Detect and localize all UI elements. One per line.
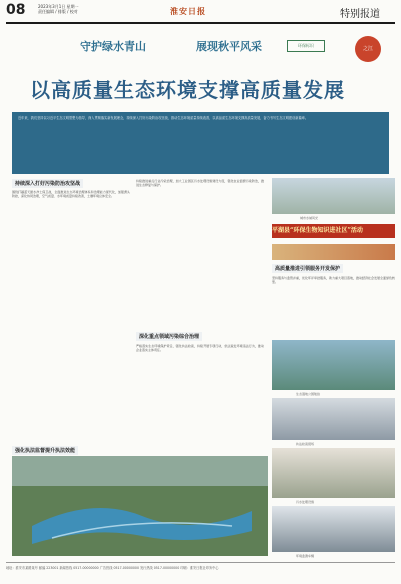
- body-text-2: 持续推进重点行业污染治理，加大工业园区污水处理设施建设力度，强化农业面源污染防治，推进生态修复与保护。: [136, 179, 264, 188]
- footer: 地址：淮安市某路某号 邮编 223001 新闻热线 0517-00000000 广告热线 0517-00000000 发行热线 0517-00000000 印刷：淮安日报社印务中心: [6, 562, 395, 570]
- body-text-3: 严格落实生态环境保护责任，强化执法检查，持续开展专项行动，依法查处环境违法行为，推动企业落实主体责任。: [136, 344, 264, 353]
- photo-event: [272, 244, 395, 260]
- banner-right: 展现秋平风采: [196, 40, 262, 53]
- banner-logo: 环保标识: [287, 40, 325, 52]
- photo-monitoring-truck: [272, 506, 395, 552]
- page-number: 08: [6, 2, 26, 18]
- caption: 执法检查现场: [296, 442, 315, 446]
- seal-icon: 之江: [355, 36, 381, 62]
- aerial-illustration: [12, 456, 268, 556]
- subhead-1: 持续深入打好污染防治攻坚战: [12, 179, 83, 188]
- lead-box: [12, 112, 389, 174]
- photo-inspection: [272, 398, 395, 440]
- photo-facility: [272, 448, 395, 498]
- page-header: [0, 0, 401, 24]
- date-text: 2023年3月1日 星期一: [38, 4, 79, 9]
- caption: 生态湿地公园航拍: [296, 392, 321, 396]
- body-text-1: 围绕打赢蓝天碧水净土保卫战，全面推进生态环境治理体系和治理能力现代化，加强源头防控，深化协同治理，空气质量、水环境质量持续改善，土壤环境总体安全。: [12, 190, 130, 199]
- body-text-4: 坚持服务与监管并重，优化环评审批服务，助力重大项目落地，推动经济社会发展全面绿色转型。: [272, 276, 395, 285]
- date-line: [38, 4, 118, 14]
- caption: 污水处理设施: [296, 500, 315, 504]
- photo-aerial-park: [12, 456, 268, 556]
- subhead-2: 深化重点领域污染综合治理: [136, 332, 202, 341]
- lead-text: 近年来，我们坚持以习近平生态文明思想为指导，深入贯彻落实新发展理念，持续深入打好污染防治攻坚战，推动生态环境质量持续改善，以高品质生态环境支撑高质量发展，奋力书写生态文明建设新篇章。: [18, 116, 309, 120]
- subhead-3: 强化执法监督提升执法效能: [12, 446, 78, 455]
- caption: 环境监测车辆: [296, 554, 315, 558]
- subhead-4: 高质量推进引领服务开发保护: [272, 264, 343, 273]
- editor-text: 责任编辑 / 排版 / 校对: [38, 9, 78, 14]
- paper-name: 淮安日报: [170, 6, 206, 16]
- main-headline: 以高质量生态环境支撑高质量发展: [30, 78, 345, 102]
- red-banner: 平湖县“环保生物知识进社区”活动: [272, 224, 395, 238]
- photo-city-water: [272, 178, 395, 214]
- section-title: 特别报道: [340, 9, 380, 20]
- header-rule: [6, 22, 395, 24]
- photo-wetland: [272, 340, 395, 390]
- banner-left: 守护绿水青山: [80, 40, 146, 53]
- caption: 城市水域风光: [300, 216, 319, 220]
